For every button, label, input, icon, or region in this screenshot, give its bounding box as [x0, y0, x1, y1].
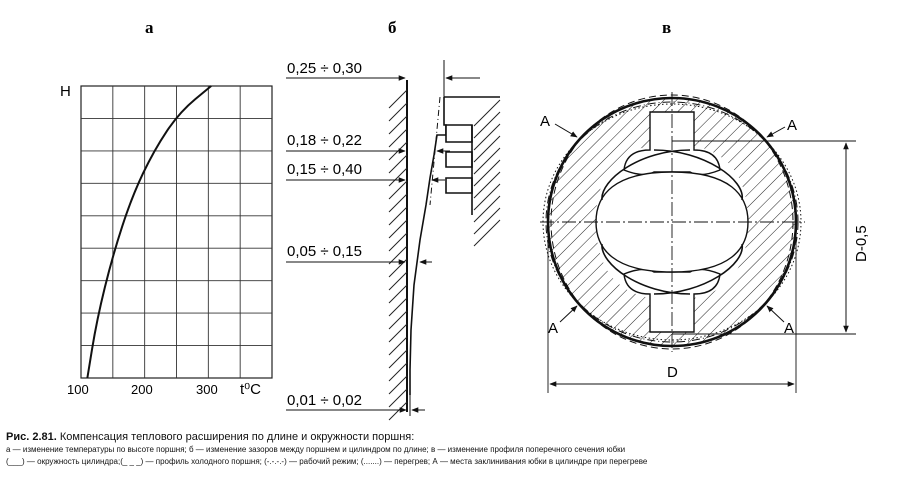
diameter-dimension-label: D: [667, 364, 678, 381]
panel-letter-v: в: [662, 18, 672, 37]
y-axis-label: H: [60, 83, 71, 100]
cylinder-wall-hatch: [389, 90, 407, 420]
x-tick-label-300: 300: [196, 382, 218, 397]
height-dimension-label: D-0,5: [853, 225, 870, 262]
seizure-label-top-left: A: [540, 113, 551, 130]
ring-groove-2: [446, 152, 472, 167]
caption-line-2: (___) — окружность цилиндра;(_ _ _) — профиль холодного поршня; (-.-.-.-) — рабочий режим; (.......) — перегрев; А — места заклинивания юбки в цилиндре при перегреве: [6, 457, 648, 466]
seizure-label-top-right: A: [787, 117, 798, 134]
x-axis-unit: t⁰C: [240, 381, 262, 398]
section-clearances: [286, 60, 500, 420]
clearance-label-3: 0,15 ÷ 0,40: [287, 161, 362, 178]
clearance-label-bottom: 0,01 ÷ 0,02: [287, 392, 362, 409]
seizure-label-bottom-left: A: [548, 320, 559, 337]
panel-letter-a: а: [145, 18, 154, 37]
temperature-curve: [87, 86, 211, 378]
ring-groove-3: [446, 178, 472, 193]
graph-temperature-height: [60, 83, 272, 398]
caption-figure-number: Рис. 2.81.: [6, 431, 57, 443]
seizure-label-bottom-right: A: [784, 320, 795, 337]
x-tick-label-100: 100: [67, 382, 89, 397]
caption-title-text: Компенсация теплового расширения по длине и окружности поршня:: [59, 431, 415, 443]
figure-caption: [6, 430, 921, 468]
panel-letter-b: б: [388, 18, 397, 37]
clearance-label-top: 0,25 ÷ 0,30: [287, 60, 362, 77]
piston-hatch: [474, 100, 500, 246]
piston-profile: [410, 97, 446, 395]
piston-cross-section: [540, 92, 870, 393]
caption-line-1: а — изменение температуры по высоте поршня; б — изменение зазоров между поршнем и цилиндром по длине; в — изменение профиля поперечного сечения юбки: [6, 445, 626, 454]
graph-grid: [81, 86, 272, 378]
ring-groove-1: [446, 125, 472, 142]
clearance-label-2: 0,18 ÷ 0,22: [287, 132, 362, 149]
clearance-label-4: 0,05 ÷ 0,15: [287, 243, 362, 260]
x-tick-label-200: 200: [131, 382, 153, 397]
caption-title: [6, 430, 921, 444]
